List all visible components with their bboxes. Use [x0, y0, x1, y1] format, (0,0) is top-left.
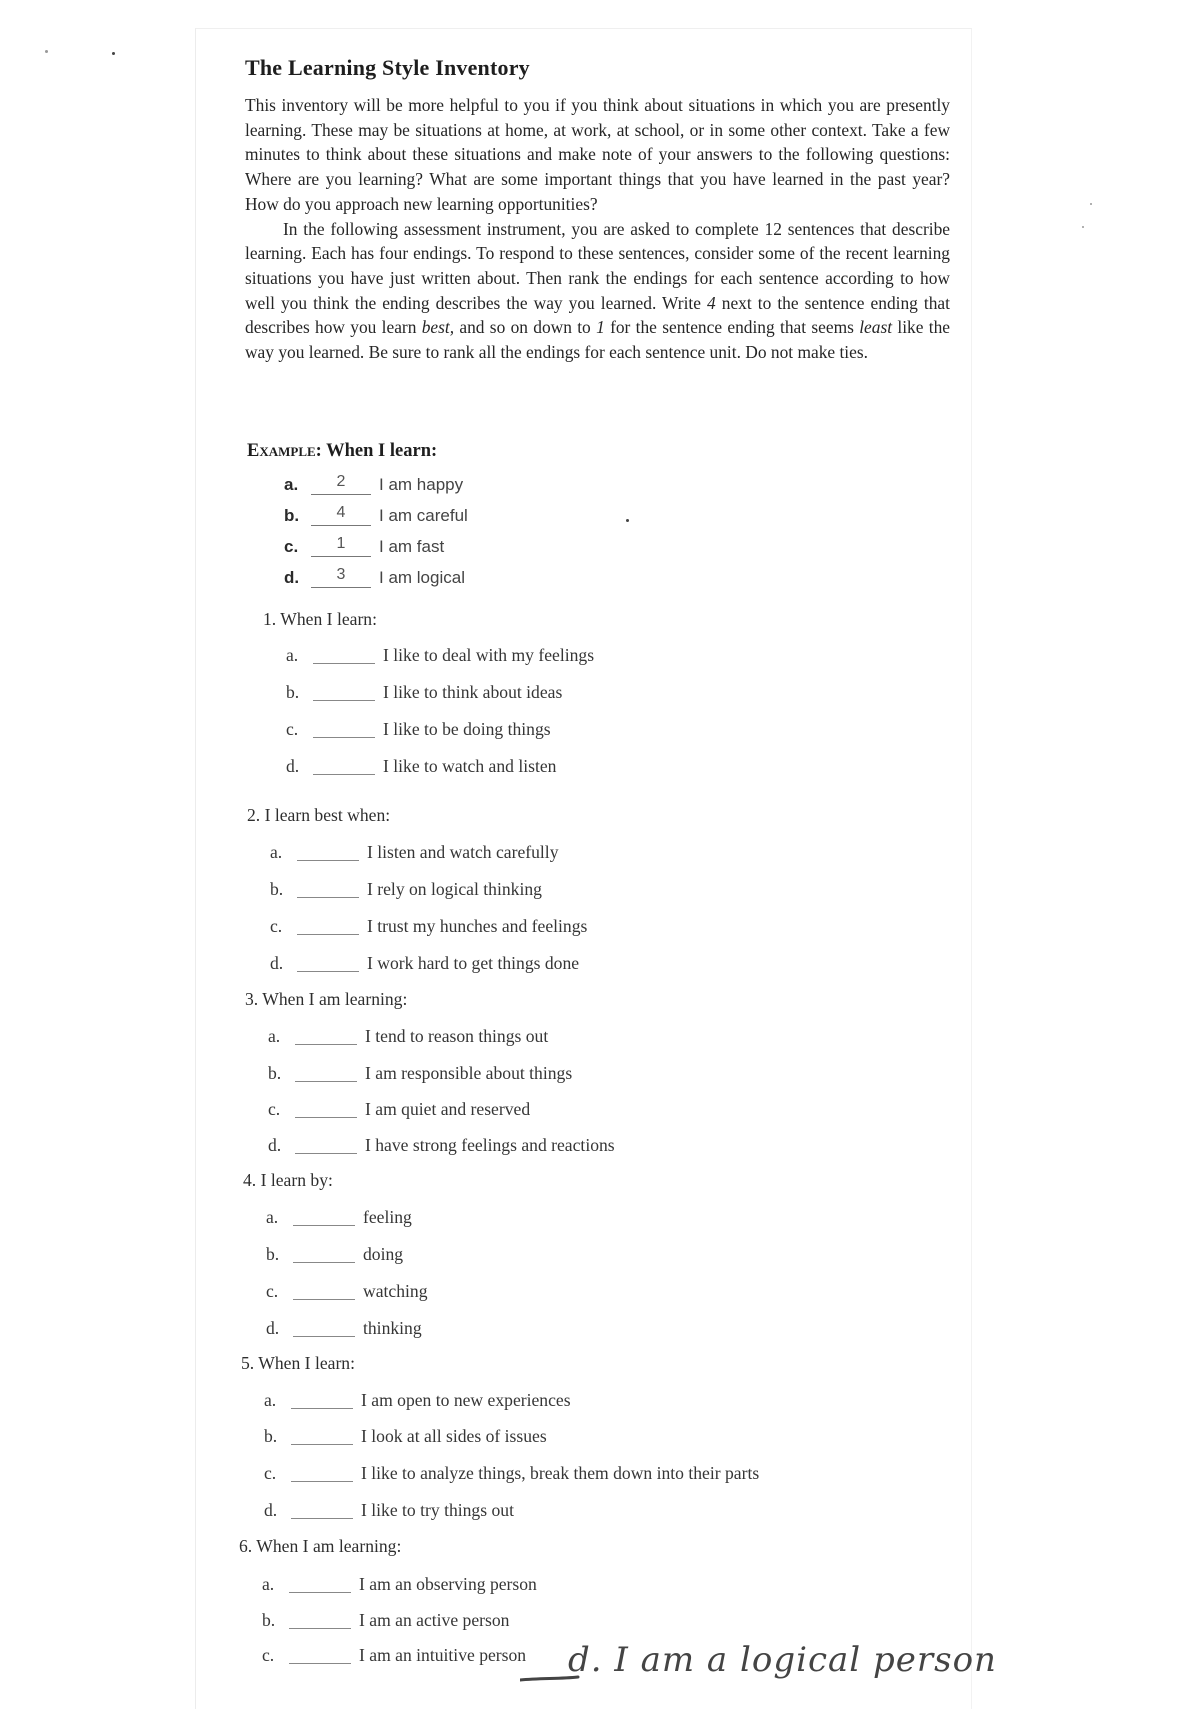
question-option: a. feeling: [266, 1207, 412, 1227]
rank-blank[interactable]: [293, 1299, 355, 1300]
rank-blank[interactable]: [291, 1518, 353, 1519]
rank-blank[interactable]: [293, 1262, 355, 1263]
question-heading: 5. When I learn:: [241, 1353, 355, 1373]
rank-blank[interactable]: [289, 1663, 351, 1664]
scan-speck: [45, 50, 48, 53]
question-heading: 4. I learn by:: [243, 1170, 333, 1190]
example-option: d. 3 I am logical: [284, 566, 465, 587]
question-option: c. I like to analyze things, break them down into their parts: [264, 1463, 760, 1483]
rank-blank: 3: [311, 566, 371, 588]
question-option: b. I look at all sides of issues: [264, 1426, 547, 1446]
intro-paragraph-2: In the following assessment instrument, you are asked to complete 12 sentences that describe learning. Each has four endings. To respond to these sentences, consider some of the recent learning situations you have just written about. Then rank the endings for each sentence according to how well you think the ending describes the way you learned. Write 4 next to the sentence ending that describes how you learn best, and so on down to 1 for the sentence ending that seems least like the way you learned. Be sure to rank all the endings for each sentence unit. Do not make ties.: [245, 218, 950, 363]
example-option: c. 1 I am fast: [284, 535, 445, 556]
page-title: The Learning Style Inventory: [245, 55, 530, 80]
rank-blank: 1: [311, 535, 371, 557]
question-option: d. I work hard to get things done: [270, 953, 580, 973]
question-option: b. I am responsible about things: [268, 1063, 573, 1083]
question-heading: 3. When I am learning:: [245, 989, 408, 1009]
rank-blank[interactable]: [313, 663, 375, 664]
question-heading: 2. I learn best when:: [247, 805, 391, 825]
question-option: c. I am quiet and reserved: [268, 1099, 531, 1119]
rank-blank[interactable]: [313, 774, 375, 775]
example-option: a. 2 I am happy: [284, 473, 464, 494]
rank-blank[interactable]: [313, 700, 375, 701]
question-option: a. I like to deal with my feelings: [286, 645, 595, 665]
rank-blank: 2: [311, 473, 371, 495]
question-option: c. I am an intuitive person: [262, 1645, 527, 1665]
rank-blank[interactable]: [295, 1153, 357, 1154]
rank-blank[interactable]: [295, 1044, 357, 1045]
question-option: b. I rely on logical thinking: [270, 879, 542, 899]
question-option: b. I like to think about ideas: [286, 682, 563, 702]
rank-blank[interactable]: [293, 1336, 355, 1337]
rank-blank[interactable]: [289, 1592, 351, 1593]
question-option: b. doing: [266, 1244, 404, 1264]
question-option: a. I listen and watch carefully: [270, 842, 559, 862]
intro-paragraph-1: This inventory will be more helpful to you if you think about situations in which you are presently learning. These may be situations at home, at work, at school, or in some other context. Take a few minutes to think about these situations and make note of your answers to the following questions: Where are you learning? What are some important things that you have learned in the past year? How do you approach new learning opportunities?: [245, 95, 950, 214]
question-option: c. I like to be doing things: [286, 719, 551, 739]
question-option: d. I like to watch and listen: [286, 756, 557, 776]
scan-speck: [112, 52, 115, 55]
question-option: a. I tend to reason things out: [268, 1026, 549, 1046]
rank-blank[interactable]: [291, 1444, 353, 1445]
question-option: b. I am an active person: [262, 1610, 510, 1630]
handwritten-answer: d. I am a logical person: [568, 1640, 997, 1680]
question-option: d. thinking: [266, 1318, 422, 1338]
rank-blank[interactable]: [295, 1081, 357, 1082]
intro-text: [245, 93, 950, 365]
question-option: a. I am open to new experiences: [264, 1390, 571, 1410]
rank-blank[interactable]: [297, 860, 359, 861]
question-option: a. I am an observing person: [262, 1574, 537, 1594]
rank-blank[interactable]: [313, 737, 375, 738]
question-heading: 1. When I learn:: [263, 609, 377, 629]
question-option: d. I like to try things out: [264, 1500, 514, 1520]
example-option: b. 4 I am careful: [284, 504, 468, 525]
rank-blank: 4: [311, 504, 371, 526]
scan-speck: [1082, 226, 1084, 228]
rank-blank[interactable]: [297, 897, 359, 898]
question-heading: 6. When I am learning:: [239, 1536, 402, 1556]
rank-blank[interactable]: [293, 1225, 355, 1226]
handwritten-note: [520, 1636, 1120, 1696]
rank-blank[interactable]: [297, 971, 359, 972]
question-option: c. watching: [266, 1281, 428, 1301]
question-option: c. I trust my hunches and feelings: [270, 916, 588, 936]
rank-blank[interactable]: [289, 1628, 351, 1629]
rank-blank[interactable]: [291, 1481, 353, 1482]
question-option: d. I have strong feelings and reactions: [268, 1135, 615, 1155]
example-heading: Example: When I learn:: [247, 441, 438, 461]
scan-speck: [1090, 203, 1092, 205]
rank-blank[interactable]: [297, 934, 359, 935]
rank-blank[interactable]: [295, 1117, 357, 1118]
rank-blank[interactable]: [291, 1408, 353, 1409]
